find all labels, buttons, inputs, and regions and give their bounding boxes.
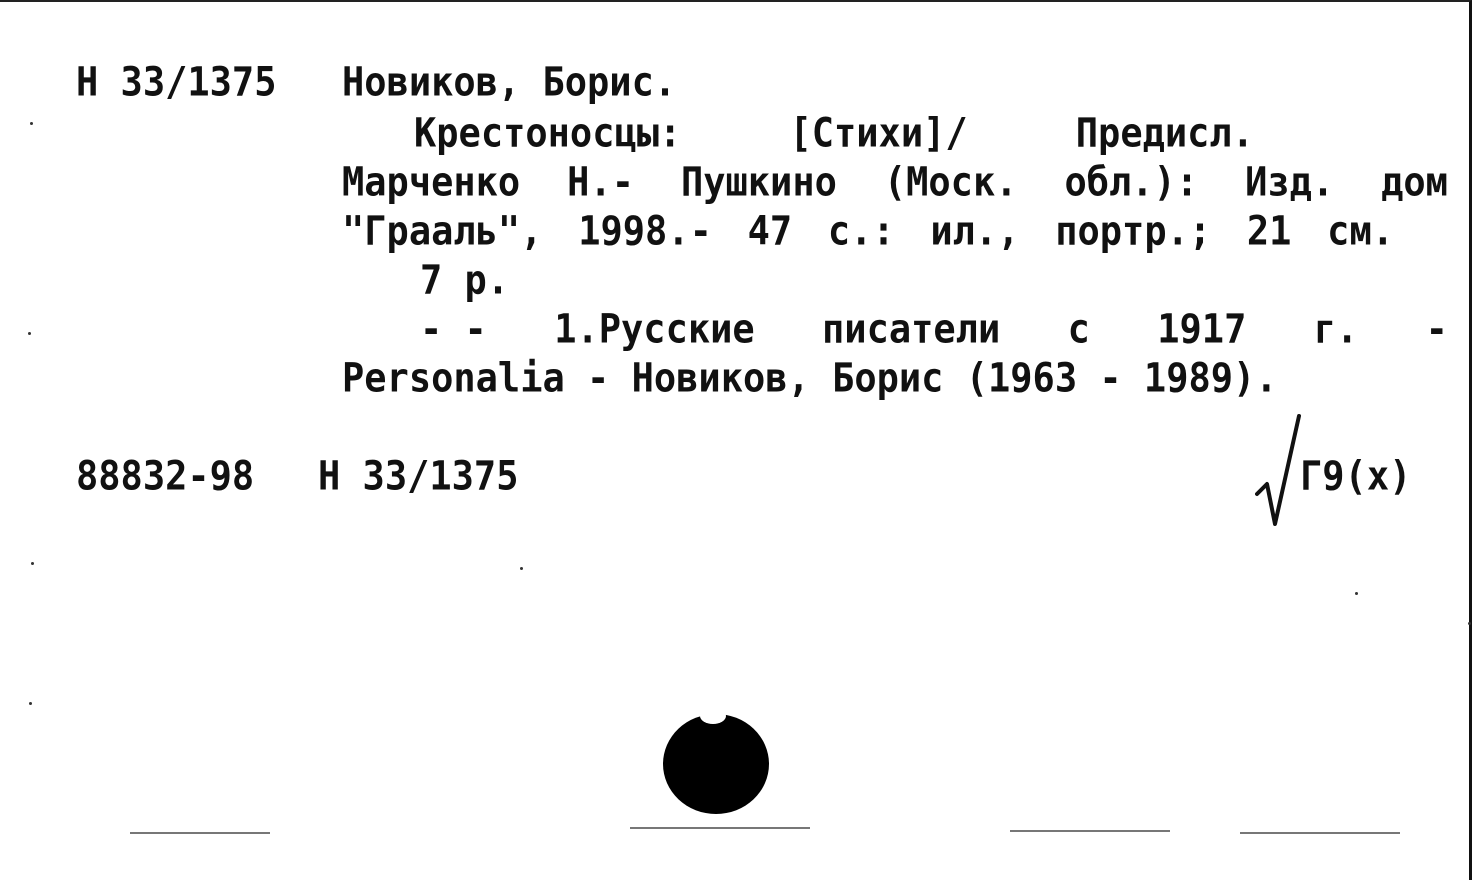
imprint-word: дом [1381,158,1448,206]
subject-word: - [1425,305,1448,353]
inventory-call-number: Н 33/1375 [318,452,519,500]
imprint-word: Пушкино [680,158,837,206]
subject-word: 1.Русские [554,305,755,353]
scan-speck [1468,622,1471,625]
imprint-word: ил., [930,207,1020,255]
check-mark-icon [1255,412,1303,532]
imprint-word: Н.- [567,158,634,206]
scan-noise [630,827,810,829]
imprint-word: обл.): [1064,158,1199,206]
imprint-word: с.: [827,207,895,255]
imprint-word: Марченко [342,158,521,206]
title-word: Крестоносцы: [414,109,682,157]
subject-word: писатели [822,305,1001,353]
title-word: [Стихи]/ [789,109,968,157]
title-statement [414,109,1254,157]
scan-noise [130,832,270,834]
imprint-word: (Моск. [883,158,1018,206]
imprint-word: портр.; [1055,207,1212,255]
subject-word: - - [420,305,487,353]
punch-hole [663,714,769,814]
title-word: Предисл. [1075,109,1254,157]
subject-word: г. [1313,305,1359,353]
imprint-word: 1998.- [578,207,712,255]
imprint-word: см. [1327,207,1394,255]
scan-speck [520,567,523,570]
subject-line-1 [420,305,1448,353]
subject-word: с [1067,305,1090,353]
author-heading: Новиков, Борис. [342,58,677,106]
scan-speck [31,562,34,565]
imprint-word: Изд. [1245,158,1335,206]
shelf-mark: Г9(х) [1300,452,1412,500]
punch-hole-notch [700,708,726,724]
call-number: Н 33/1375 [76,58,277,106]
scan-noise [1240,832,1400,834]
subject-word: 1917 [1157,305,1247,353]
imprint-word: "Грааль", [342,207,543,255]
subject-line-2: Personalia - Новиков, Борис (1963 - 1989). [342,354,1278,402]
scan-speck [28,332,31,335]
imprint-word: 47 [747,207,793,255]
scan-speck [1355,592,1358,595]
price: 7 р. [420,256,510,304]
scan-noise [1010,830,1170,832]
scan-speck [29,702,32,705]
inventory-number: 88832-98 [76,452,255,500]
imprint-word: 21 [1246,207,1292,255]
imprint-line-1 [342,158,1448,206]
imprint-line-2 [342,207,1394,255]
scan-speck [30,122,33,125]
